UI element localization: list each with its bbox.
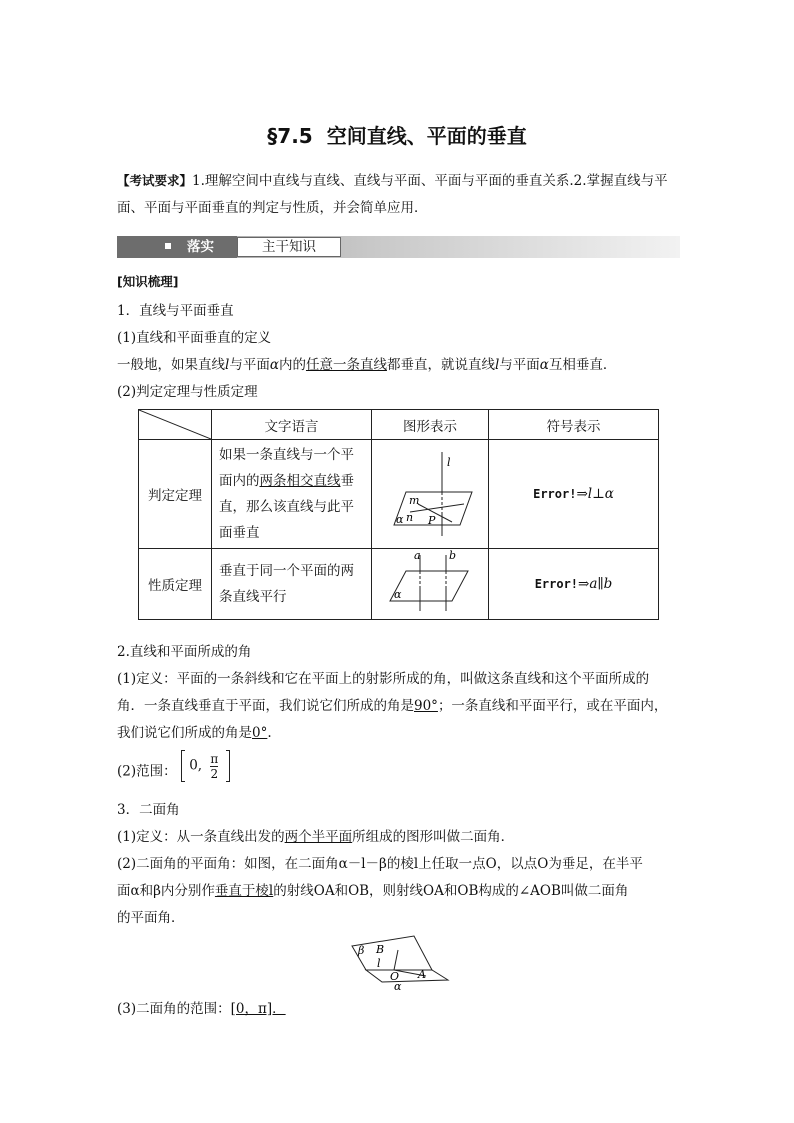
s2-text: ；一条直线和平面平行，或在平面内， [437, 698, 668, 714]
page-title [0, 120, 794, 149]
fraction-denominator: 2 [210, 766, 219, 781]
fig-label-alpha: α [394, 588, 402, 601]
row-figure [372, 549, 489, 620]
fraction-numerator: π [210, 751, 219, 766]
table-header-symbol: 符号表示 [489, 410, 659, 440]
fig-label-p: P [428, 514, 436, 527]
s1-heading: 1．直线与平面垂直 [117, 303, 234, 319]
s3-line-3 [117, 878, 682, 905]
range-zero: 0, [189, 757, 203, 774]
s2-underlined: 0° [252, 725, 268, 741]
text-line: 面垂直 [219, 525, 260, 541]
row-text [212, 440, 372, 549]
exam-requirement-line-2: 面、平面与平面垂直的判定与性质，并会简单应用． [117, 200, 428, 216]
fig-label-alpha: α [394, 980, 402, 992]
range-label: (2)范围： [117, 763, 177, 780]
def-var-l: l [225, 357, 230, 373]
fig-label-beta: β [358, 944, 365, 957]
text-line: 垂直于同一个平面的两 [219, 563, 354, 579]
symbol-error: Error! [533, 487, 577, 501]
def-text-a: 一般地，如果直线 [117, 357, 225, 373]
perpendicular-plane-figure [372, 440, 488, 548]
table-header-figure: 图形表示 [372, 410, 489, 440]
fig-label-alpha: α [396, 513, 404, 526]
fig-label-n: n [406, 511, 414, 524]
symbol-error: Error! [534, 577, 579, 591]
s3-text: 的射线OA和OB，则射线OA和OB构成的∠AOB叫做二面角 [273, 883, 629, 899]
range-interval [181, 750, 230, 782]
s3-underlined: 垂直于棱l [214, 883, 274, 899]
banner-dark-tab [117, 236, 237, 258]
dihedral-angle-figure [344, 930, 454, 992]
row-name: 判定定理 [139, 440, 212, 549]
row-text [212, 549, 372, 620]
left-bracket [181, 750, 185, 782]
fig-label-a: A [418, 968, 426, 981]
text-line [219, 468, 371, 494]
square-bullet-icon [165, 243, 171, 249]
def-text-d: 都垂直，就说直线 [386, 357, 495, 373]
fig-label-l: l [377, 957, 381, 970]
row-name: 性质定理 [139, 549, 212, 620]
fig-label-o: O [390, 970, 400, 983]
exam-requirement-label: 【考试要求】 [117, 173, 193, 188]
symbol-expression: ⇒a∥b [578, 576, 613, 592]
s3-underlined: 两个半平面 [284, 829, 353, 845]
def-var-l2: l [494, 357, 500, 373]
parallel-lines-figure [372, 549, 488, 619]
table-row-property [139, 549, 659, 620]
banner-dark-label: 落实 [187, 239, 214, 255]
diagonal-line [139, 410, 211, 439]
s1-sub2: (2)判定定理与性质定理 [117, 384, 258, 400]
def-text-c: 内的 [278, 357, 306, 373]
s3-heading: 3．二面角 [117, 802, 180, 818]
fig-label-b: b [449, 549, 457, 562]
def-var-alpha2: α [539, 357, 549, 373]
banner-light-tab: 主干知识 [237, 237, 341, 257]
range-label: (3)二面角的范围： [117, 1001, 231, 1017]
section-number: §7.5 [267, 124, 313, 148]
exam-requirement-line-1 [117, 167, 682, 195]
s2-heading: 2.直线和平面所成的角 [117, 644, 252, 660]
pi-over-two [210, 752, 218, 781]
s1-definition [117, 352, 682, 379]
def-text-f: 互相垂直． [548, 357, 617, 373]
table-header-row [139, 410, 659, 440]
s3-line-4: 的平面角． [117, 910, 185, 926]
def-text-b: 与平面 [229, 357, 270, 373]
s2-line-1: (1)定义：平面的一条斜线和它在平面上的射影所成的角，叫做这条直线和这个平面所成的 [117, 671, 650, 687]
s2-text: . [267, 725, 272, 741]
text-line: 条直线平行 [219, 589, 287, 605]
def-underlined: 任意一条直线 [305, 357, 387, 373]
s2-underlined: 90° [414, 698, 438, 714]
fig-label-b: B [376, 943, 385, 956]
fig-label-a: a [414, 549, 421, 562]
s2-text: 我们说它们所成的角是 [117, 725, 252, 741]
def-text-e: 与平面 [499, 357, 540, 373]
s1-sub1: (1)直线和平面垂直的定义 [117, 330, 272, 346]
row-symbol [489, 440, 659, 549]
theorem-table [138, 409, 659, 620]
s2-line-2 [117, 693, 682, 720]
row-figure [372, 440, 489, 549]
section-title: 空间直线、平面的垂直 [326, 124, 527, 148]
s3-line-1 [117, 824, 682, 851]
section-banner [117, 236, 680, 258]
knowledge-label: [知识梳理] [117, 274, 179, 289]
s3-text: 面α和β内分别作 [117, 883, 215, 899]
exam-requirement-text: 1.理解空间中直线与直线、直线与平面、平面与平面的垂直关系.2.掌握直线与平 [192, 173, 668, 189]
text-line: 如果一条直线与一个平 [219, 447, 354, 463]
right-bracket [226, 750, 230, 782]
text-underlined: 两条相交直线 [259, 473, 341, 489]
s2-line-3 [117, 720, 682, 747]
table-corner-cell [139, 410, 212, 440]
table-header-text: 文字语言 [212, 410, 372, 440]
s3-text: 所组成的图形叫做二面角． [352, 829, 515, 845]
text-fragment: 面内的 [219, 473, 260, 489]
s3-range [117, 996, 682, 1023]
s3-line-2: (2)二面角的平面角：如图，在二面角α－l－β的棱l上任取一点O，以点O为垂足，在半平 [117, 856, 643, 872]
s2-range [117, 751, 682, 788]
s2-text: 角．一条直线垂直于平面，我们说它们所成的角是 [117, 698, 414, 714]
text-line: 直，那么该直线与此平 [219, 499, 354, 515]
fig-label-m: m [409, 494, 420, 507]
symbol-expression: ⇒l⊥α [576, 486, 614, 502]
text-fragment: 垂 [340, 473, 354, 489]
row-symbol [489, 549, 659, 620]
fig-label-l: l [447, 456, 451, 469]
range-value: [0，π]． [230, 1001, 286, 1017]
def-var-alpha: α [269, 357, 279, 373]
s3-text: (1)定义：从一条直线出发的 [117, 829, 285, 845]
table-row-judgement [139, 440, 659, 549]
